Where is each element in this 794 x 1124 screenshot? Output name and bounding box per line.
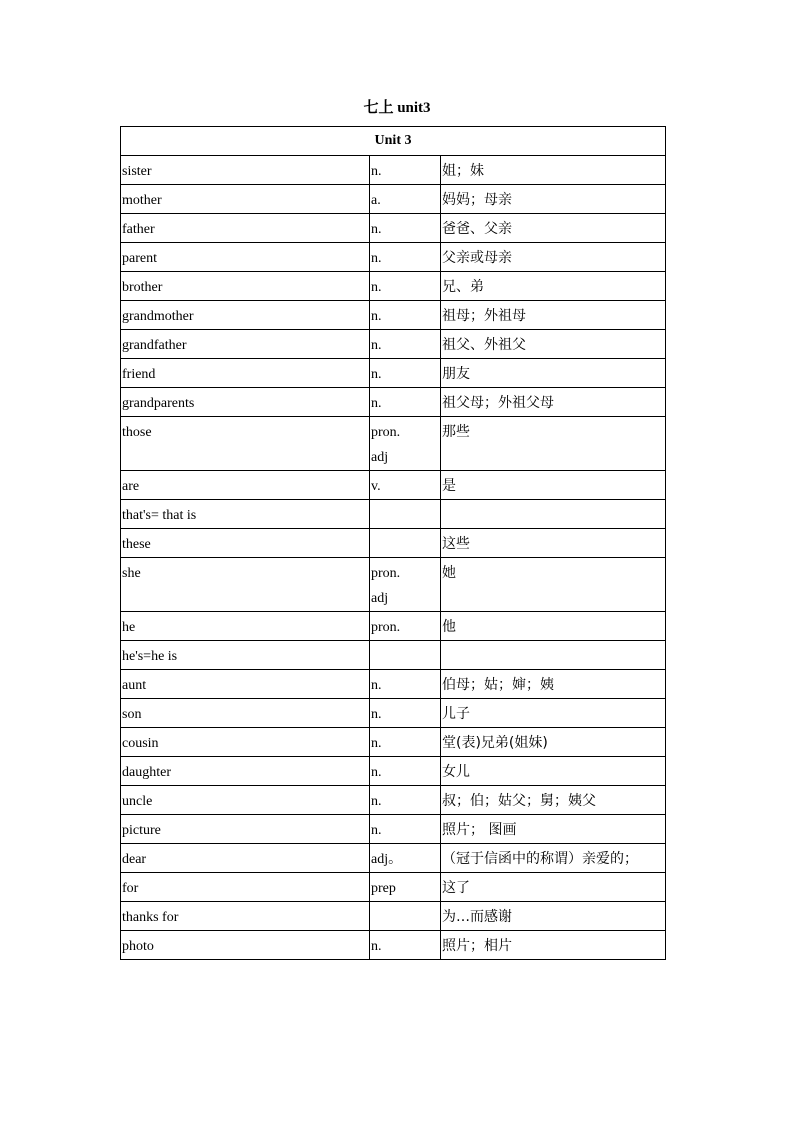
document-title: 七上 unit3 [363,100,431,116]
table-row [121,558,666,612]
part-of-speech-cell [370,529,441,558]
meaning-cell: 是 [441,471,666,500]
part-of-speech-text: pron. [371,620,401,635]
table-row [121,243,666,272]
part-of-speech-text: adj。 [371,852,403,867]
meaning-cell: 她 [441,558,666,612]
word-cell: these [121,529,370,558]
part-of-speech-cell [370,417,441,471]
part-of-speech-cell [370,471,441,500]
word-cell: she [121,558,370,612]
meaning-cell: 伯母；姑；婶；姨 [441,670,666,699]
part-of-speech-text: n. [371,164,382,179]
word-cell: friend [121,359,370,388]
word-cell: grandfather [121,330,370,359]
part-of-speech-cell [370,873,441,902]
part-of-speech-text: v. [371,479,381,494]
table-row [121,471,666,500]
table-row [121,844,666,873]
word-cell: are [121,471,370,500]
meaning-cell: （冠于信函中的称谓）亲爱的； [441,844,666,873]
table-row [121,359,666,388]
meaning-cell: 祖母；外祖母 [441,301,666,330]
meaning-cell: 爸爸、父亲 [441,214,666,243]
word-cell: that's= that is [121,500,370,529]
table-row [121,500,666,529]
part-of-speech-cell [370,272,441,301]
meaning-cell: 叔；伯；姑父；舅；姨父 [441,786,666,815]
part-of-speech-cell [370,815,441,844]
part-of-speech-text: n. [371,396,382,411]
table-row [121,388,666,417]
word-cell: photo [121,931,370,960]
meaning-cell: 姐；妹 [441,156,666,185]
meaning-cell: 那些 [441,417,666,471]
word-cell: cousin [121,728,370,757]
unit-header: Unit 3 [121,127,666,156]
table-row [121,641,666,670]
table-row [121,757,666,786]
table-row [121,815,666,844]
part-of-speech-cell [370,558,441,612]
part-of-speech-cell [370,500,441,529]
part-of-speech-cell [370,641,441,670]
meaning-cell: 照片； 图画 [441,815,666,844]
table-row [121,214,666,243]
table-row [121,417,666,471]
part-of-speech-cell [370,902,441,931]
part-of-speech-cell [370,156,441,185]
word-cell: thanks for [121,902,370,931]
table-row [121,670,666,699]
table-row [121,272,666,301]
word-cell: sister [121,156,370,185]
part-of-speech-text: pron. [371,566,401,581]
part-of-speech-cell [370,185,441,214]
meaning-cell: 女儿 [441,757,666,786]
part-of-speech-cell [370,243,441,272]
table-row [121,156,666,185]
part-of-speech-text: n. [371,222,382,237]
word-cell: aunt [121,670,370,699]
word-cell: son [121,699,370,728]
table-row [121,529,666,558]
part-of-speech-cell [370,359,441,388]
meaning-cell: 这些 [441,529,666,558]
part-of-speech-text: n. [371,736,382,751]
part-of-speech-cell [370,931,441,960]
part-of-speech-text: n. [371,280,382,295]
part-of-speech-cell [370,301,441,330]
part-of-speech-text: n. [371,367,382,382]
word-cell: he's=he is [121,641,370,670]
table-row [121,786,666,815]
word-cell: brother [121,272,370,301]
part-of-speech-cell [370,214,441,243]
meaning-cell [441,500,666,529]
part-of-speech-text: n. [371,939,382,954]
word-cell: mother [121,185,370,214]
part-of-speech-cell [370,612,441,641]
part-of-speech-cell [370,670,441,699]
word-cell: grandparents [121,388,370,417]
word-cell: picture [121,815,370,844]
meaning-cell: 父亲或母亲 [441,243,666,272]
part-of-speech-text: n. [371,823,382,838]
word-cell: he [121,612,370,641]
part-of-speech-text: n. [371,678,382,693]
part-of-speech-cell [370,388,441,417]
meaning-cell: 照片；相片 [441,931,666,960]
meaning-cell: 他 [441,612,666,641]
word-cell: those [121,417,370,471]
table-row [121,931,666,960]
meaning-cell: 祖父母；外祖父母 [441,388,666,417]
part-of-speech-text: n. [371,251,382,266]
vocabulary-table [120,126,666,960]
part-of-speech-text: pron. [371,425,401,440]
meaning-cell: 儿子 [441,699,666,728]
meaning-cell: 朋友 [441,359,666,388]
part-of-speech-cell [370,844,441,873]
part-of-speech-text: n. [371,765,382,780]
part-of-speech-cell [370,699,441,728]
table-header-row [121,127,666,156]
word-cell: dear [121,844,370,873]
table-row [121,301,666,330]
part-of-speech-text: adj [371,450,389,465]
meaning-cell [441,641,666,670]
word-cell: daughter [121,757,370,786]
part-of-speech-cell [370,330,441,359]
meaning-cell: 祖父、外祖父 [441,330,666,359]
part-of-speech-text: n. [371,338,382,353]
table-row [121,728,666,757]
table-row [121,902,666,931]
table-row [121,330,666,359]
part-of-speech-text: n. [371,309,382,324]
meaning-cell: 妈妈；母亲 [441,185,666,214]
word-cell: uncle [121,786,370,815]
meaning-cell: 兄、弟 [441,272,666,301]
meaning-cell: 堂(表)兄弟(姐妹) [441,728,666,757]
part-of-speech-cell [370,757,441,786]
word-cell: father [121,214,370,243]
part-of-speech-text: n. [371,707,382,722]
vocabulary-rows [121,156,666,960]
part-of-speech-text: adj [371,591,389,606]
part-of-speech-cell [370,786,441,815]
table-row [121,612,666,641]
part-of-speech-text: n. [371,794,382,809]
table-row [121,873,666,902]
part-of-speech-text: prep [371,881,396,896]
table-row [121,185,666,214]
meaning-cell: 为…而感谢 [441,902,666,931]
part-of-speech-text: a. [371,193,381,208]
word-cell: for [121,873,370,902]
part-of-speech-cell [370,728,441,757]
word-cell: grandmother [121,301,370,330]
word-cell: parent [121,243,370,272]
meaning-cell: 这了 [441,873,666,902]
table-row [121,699,666,728]
